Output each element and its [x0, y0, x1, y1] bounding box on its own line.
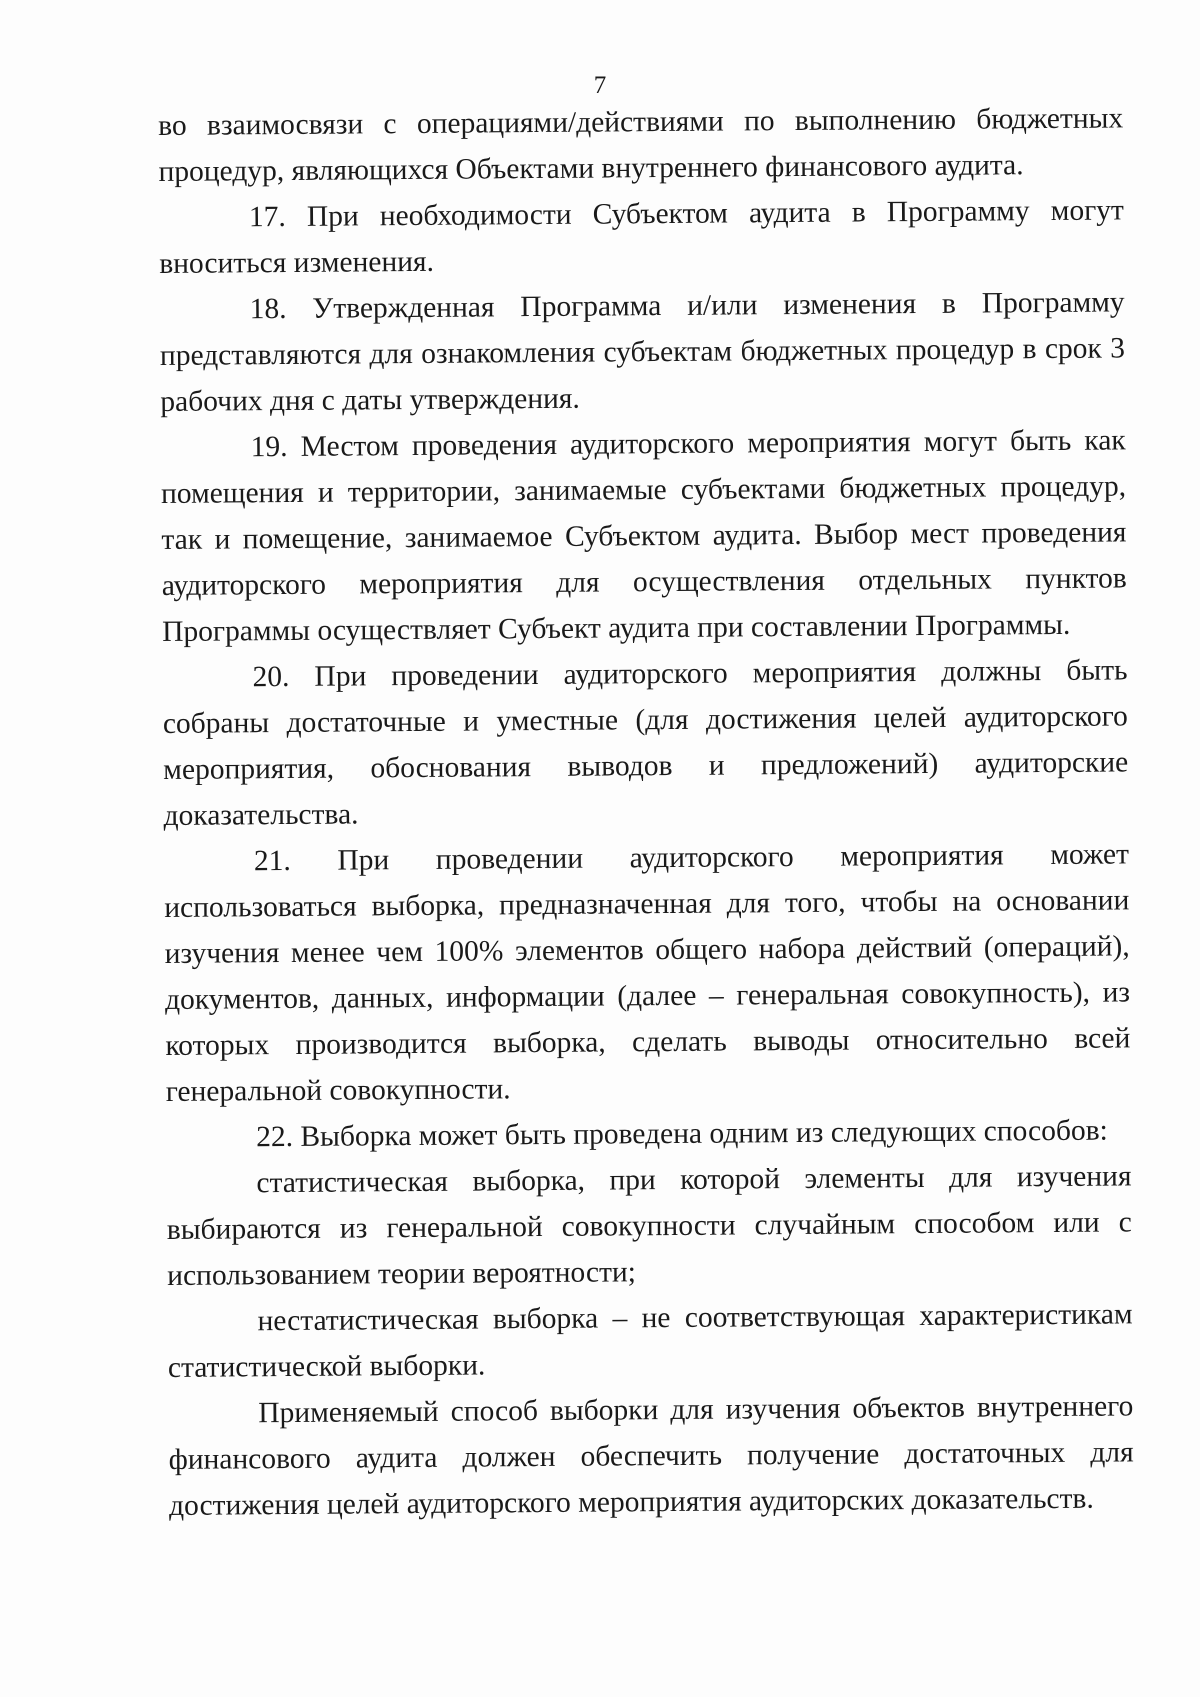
paragraph-19: 19. Местом проведения аудиторского мероприятия могут быть как помещения и территории, занимаемые субъектами бюджетных процедур, так и помещение, занимаемое Субъектом аудита. Выбор мест проведения аудиторского мероприятия для осуществления отдельных пунктов Программы осуществляет Субъект аудита при составлении Программы.	[160, 424, 1127, 648]
list-item-statistical-sampling: статистическая выборка, при которой элементы для изучения выбираются из генеральной совокупности случайным способом или с использованием теории вероятности;	[166, 1160, 1132, 1292]
paragraph-22: 22. Выборка может быть проведена одним из следующих способов:	[256, 1114, 1108, 1154]
page-number: 7	[593, 72, 607, 99]
paragraph-20: 20. При проведении аудиторского мероприятия должны быть собраны достаточные и уместные (для достижения целей аудиторского мероприятия, обоснования выводов и предложений) аудиторские доказательства.	[162, 654, 1129, 832]
paragraph-continuation: во взаимосвязи с операциями/действиями по выполнению бюджетных процедур, являющихся Объектами внутреннего финансового аудита.	[158, 102, 1124, 188]
paragraph-18: 18. Утвержденная Программа и/или изменения в Программу представляются для ознакомления субъектам бюджетных процедур в срок 3 рабочих дня с даты утверждения.	[159, 286, 1126, 418]
paragraph-17: 17. При необходимости Субъектом аудита в Программу могут вноситься изменения.	[159, 194, 1124, 280]
document-body	[158, 95, 1134, 1529]
paragraph-21: 21. При проведении аудиторского мероприятия может использоваться выборка, предназначенная для того, чтобы на основании изучения менее чем 100% элементов общего набора действий (операций), документов, данных, информации (далее – генеральная совокупность), из которых производится выборка, сделать выводы относительно всей генеральной совокупности.	[164, 838, 1131, 1108]
list-item-non-statistical-sampling: нестатистическая выборка – не соответствующая характеристикам статистической выборки.	[167, 1298, 1133, 1384]
paragraph-sampling-method: Применяемый способ выборки для изучения объектов внутреннего финансового аудита должен обеспечить получение достаточных для достижения целей аудиторского мероприятия аудиторских доказательств.	[168, 1390, 1134, 1522]
